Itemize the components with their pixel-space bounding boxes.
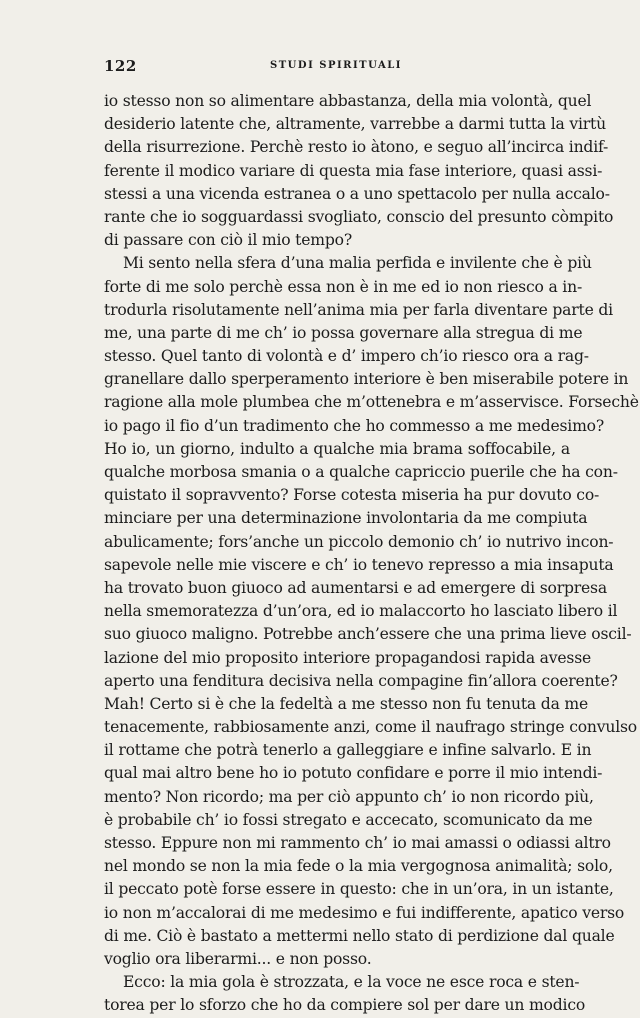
text-line: mento? Non ricordo; ma per ciò appunto ch’ io non ricordo più, bbox=[104, 787, 594, 806]
running-head bbox=[104, 57, 568, 77]
text-line: qualche morbosa smania o a qualche capriccio puerile che ha con- bbox=[104, 463, 618, 481]
text-line: ragione alla mole plumbea che m’ottenebra e m’asservisce. Forsechè bbox=[104, 393, 639, 412]
text-line: voglio ora liberarmi... e non posso. bbox=[104, 949, 372, 968]
text-line: granellare dallo sperperamento interiore è ben miserabile potere in bbox=[104, 370, 629, 389]
text-line: della risurrezione. Perchè resto io àtono, e seguo all’incirca indif- bbox=[104, 138, 609, 157]
text-line: forte di me solo perchè essa non è in me ed io non riesco a in- bbox=[104, 277, 583, 296]
text-line: minciare per una determinazione involontaria da me compiuta bbox=[104, 509, 588, 528]
text-line: ferente il modico variare di questa mia fase interiore, quasi assi- bbox=[104, 161, 603, 180]
text-line: io pago il fio d’un tradimento che ho commesso a me medesimo? bbox=[104, 416, 605, 435]
text-line: stessi a una vicenda estranea o a uno spettacolo per nulla accalo- bbox=[104, 184, 610, 203]
text-line: me, una parte di me ch’ io possa governare alla stregua di me bbox=[104, 323, 583, 342]
text-line: Ho io, un giorno, indulto a qualche mia brama soffocabile, a bbox=[104, 439, 570, 458]
text-line: il peccato potè forse essere in questo: che in un’ora, in un istante, bbox=[104, 880, 614, 899]
paragraph-first-line: Mi sento nella sfera d’una malia perfida e invilente che è più bbox=[123, 254, 592, 273]
text-line: il rottame che potrà tenerlo a galleggiare e infine salvarlo. E in bbox=[104, 741, 592, 760]
text-line: stesso. Quel tanto di volontà e d’ impero ch’io riesco ora a rag- bbox=[104, 347, 589, 366]
text-line: trodurla risolutamente nell’anima mia per farla diventare parte di bbox=[104, 300, 613, 319]
text-line: abulicamente; fors’anche un piccolo demonio ch’ io nutrivo incon- bbox=[104, 532, 614, 551]
page-number: 122 bbox=[104, 57, 137, 75]
text-line: aperto una fenditura decisiva nella compagine fin’allora coerente? bbox=[104, 671, 618, 690]
text-line: nel mondo se non la mia fede o la mia vergognosa animalità; solo, bbox=[104, 857, 613, 876]
paragraph-first-line: Ecco: la mia gola è strozzata, e la voce ne esce roca e sten- bbox=[123, 973, 580, 992]
text-line: suo giuoco maligno. Potrebbe anch’essere che una prima lieve oscil- bbox=[104, 625, 632, 644]
text-line: ha trovato buon giuoco ad aumentarsi e ad emergere di sorpresa bbox=[104, 578, 607, 597]
text-line: di me. Ciò è bastato a mettermi nello stato di perdizione dal quale bbox=[104, 926, 615, 945]
text-line: quistato il sopravvento? Forse cotesta miseria ha pur dovuto co- bbox=[104, 486, 600, 505]
text-line: stesso. Eppure non mi rammento ch’ io mai amassi o odiassi altro bbox=[104, 834, 611, 852]
text-line: desiderio latente che, altramente, varrebbe a darmi tutta la virtù bbox=[104, 115, 606, 134]
text-line: è probabile ch’ io fossi stregato e accecato, scomunicato da me bbox=[104, 810, 593, 829]
body-text bbox=[104, 90, 639, 1018]
text-line: torea per lo sforzo che ho da compiere sol per dare un modico bbox=[104, 996, 586, 1015]
text-line: tenacemente, rabbiosamente anzi, come il naufrago stringe convulso bbox=[104, 718, 637, 737]
text-line: nella smemoratezza d’un’ora, ed io malaccorto ho lasciato libero il bbox=[104, 602, 618, 621]
text-line: io non m’accalorai di me medesimo e fui indifferente, apatico verso bbox=[104, 903, 625, 922]
running-title: STUDI SPIRITUALI bbox=[270, 60, 402, 71]
text-line: di passare con ciò il mio tempo? bbox=[104, 231, 352, 250]
text-line: qual mai altro bene ho io potuto confidare e porre il mio intendi- bbox=[104, 764, 603, 783]
text-line: lazione del mio proposito interiore propagandosi rapida avesse bbox=[104, 648, 592, 667]
text-line: Mah! Certo si è che la fedeltà a me stesso non fu tenuta da me bbox=[104, 694, 589, 713]
text-line: io stesso non so alimentare abbastanza, della mia volontà, quel bbox=[104, 92, 592, 110]
text-line: rante che io sogguardassi svogliato, conscio del presunto còmpito bbox=[104, 207, 614, 226]
text-line: sapevole nelle mie viscere e ch’ io tenevo represso a mia insaputa bbox=[104, 555, 614, 574]
